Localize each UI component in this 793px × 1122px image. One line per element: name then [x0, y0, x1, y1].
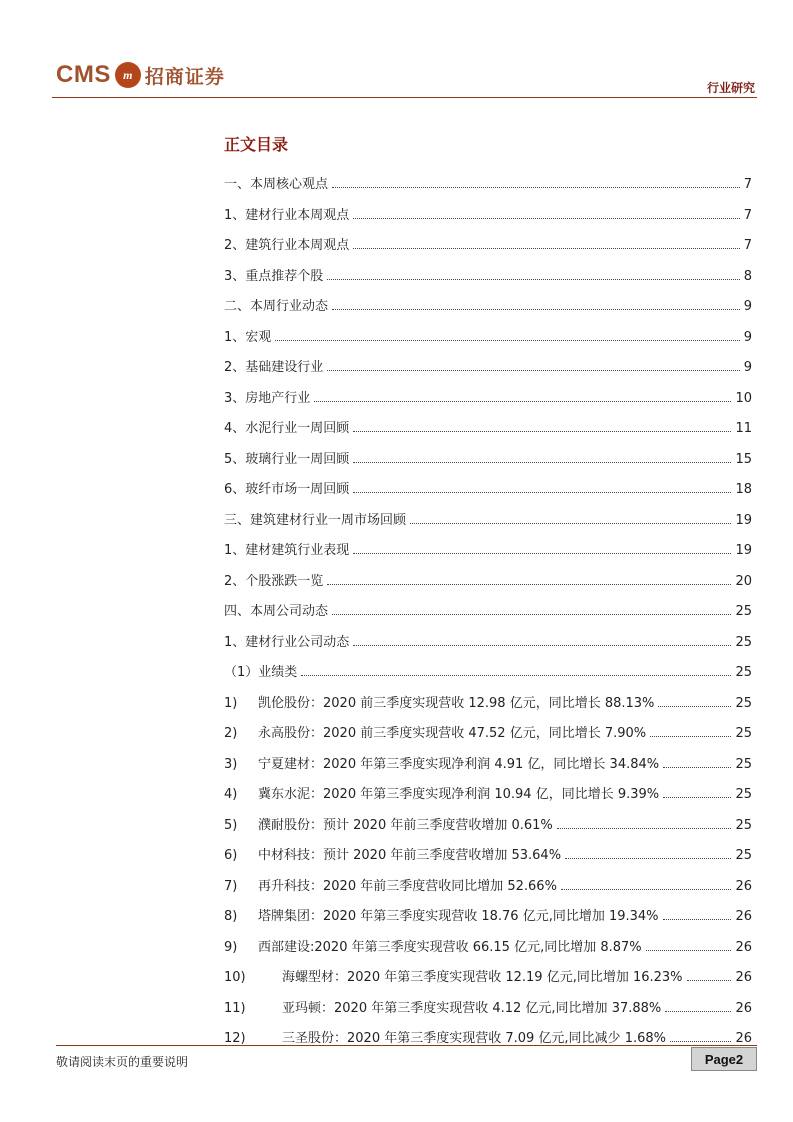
- toc-entry-label: 4、水泥行业一周回顾: [224, 421, 350, 436]
- toc-entry-number: 8): [224, 909, 238, 924]
- toc-dot-leader: [314, 401, 731, 402]
- toc-dot-leader: [353, 218, 739, 219]
- footer-divider: [56, 1045, 757, 1046]
- toc-entry[interactable]: [224, 353, 752, 375]
- toc-entry[interactable]: [224, 811, 752, 833]
- toc-dot-leader: [327, 370, 739, 371]
- toc-entry-label: 1、建材建筑行业表现: [224, 543, 350, 558]
- toc-entry-page: 20: [735, 573, 752, 589]
- toc-entry-number: 5): [224, 817, 238, 833]
- toc-entry-label: 永高股份：2020 前三季度实现营收 47.52 亿元，同比增长 7.90%: [258, 726, 647, 741]
- toc-dot-leader: [332, 309, 740, 310]
- toc-dot-leader: [275, 340, 739, 341]
- toc-entry-label: 亚玛顿：2020 年第三季度实现营收 4.12 亿元,同比增加 37.88%: [282, 1000, 662, 1016]
- toc-dot-leader: [332, 187, 740, 188]
- toc-entry-label: 二、本周行业动态: [224, 299, 329, 314]
- toc-dot-leader: [353, 553, 731, 554]
- toc-entry-page: 9: [743, 360, 752, 375]
- section-label: 行业研究: [706, 81, 755, 95]
- toc-entry-page: 25: [735, 756, 752, 772]
- toc-entry-number: 12): [224, 1031, 246, 1046]
- toc-entry-page: 26: [735, 939, 752, 955]
- toc-entry-label: 1、建材行业本周观点: [224, 207, 350, 223]
- toc-entry-page: 26: [735, 909, 752, 924]
- toc-entry-label: 四、本周公司动态: [224, 604, 329, 619]
- toc-entry-label: 2、建筑行业本周观点: [224, 238, 350, 253]
- toc-entry-label: 再升科技：2020 年前三季度营收同比增加 52.66%: [258, 878, 557, 894]
- toc-entry-label: 3、重点推荐个股: [224, 268, 324, 284]
- toc-dot-leader: [353, 431, 731, 432]
- toc-dot-leader: [301, 675, 731, 676]
- toc-entry-number: 3): [224, 756, 238, 772]
- toc-entry-number: 10): [224, 970, 246, 985]
- toc-entry-page: 19: [735, 512, 752, 528]
- toc-entry-label: 6、玻纤市场一周回顾: [224, 482, 350, 497]
- toc-entry-label: 三、建筑建材行业一周市场回顾: [224, 512, 407, 528]
- toc-dot-leader: [353, 645, 731, 646]
- toc-entry-number: 2): [224, 726, 238, 741]
- toc-entry-page: 25: [735, 726, 752, 741]
- toc-entry[interactable]: [224, 689, 752, 711]
- toc-entry-page: 25: [735, 634, 752, 650]
- toc-entry-label: 5、玻璃行业一周回顾: [224, 451, 350, 467]
- toc-dot-leader: [332, 614, 731, 615]
- toc-entry[interactable]: [224, 231, 752, 253]
- toc-entry-page: 25: [735, 665, 752, 680]
- toc-entry-label: 3、房地产行业: [224, 390, 311, 406]
- toc-entry[interactable]: [224, 750, 752, 772]
- toc-entry-label: 2、基础建设行业: [224, 360, 324, 375]
- toc-entry-page: 10: [735, 390, 752, 406]
- toc-entry[interactable]: [224, 475, 752, 497]
- toc-entry[interactable]: [224, 963, 752, 985]
- toc-entry-page: 25: [735, 817, 752, 833]
- toc-entry[interactable]: [224, 719, 752, 741]
- toc-entry-label: 1、宏观: [224, 329, 272, 345]
- toc-entry-page: 9: [743, 299, 752, 314]
- toc-entry[interactable]: [224, 262, 752, 284]
- toc-entry-page: 25: [735, 787, 752, 802]
- toc-dot-leader: [353, 492, 731, 493]
- toc-entry-number: 6): [224, 848, 238, 863]
- toc-dot-leader: [557, 828, 732, 829]
- toc-dot-leader: [663, 919, 732, 920]
- footer-disclaimer: 敬请阅读末页的重要说明: [56, 1055, 189, 1069]
- toc-entry-label: 1、建材行业公司动态: [224, 634, 350, 650]
- toc-entry-number: 11): [224, 1000, 246, 1016]
- toc-title: 正文目录: [224, 135, 289, 154]
- toc-dot-leader: [670, 1041, 731, 1042]
- toc-entry[interactable]: [224, 414, 752, 436]
- toc-entry-page: 25: [735, 848, 752, 863]
- toc-entry[interactable]: [224, 597, 752, 619]
- toc-dot-leader: [565, 858, 731, 859]
- toc-entry-label: 一、本周核心观点: [224, 177, 329, 192]
- toc-entry-label: （1）业绩类: [224, 665, 298, 680]
- toc-entry-label: 凯伦股份：2020 前三季度实现营收 12.98 亿元，同比增长 88.13%: [258, 695, 655, 711]
- toc-dot-leader: [327, 584, 731, 585]
- toc-entry-page: 9: [743, 329, 752, 345]
- toc-entry-label: 宁夏建材：2020 年第三季度实现净利润 4.91 亿，同比增长 34.84%: [258, 756, 660, 772]
- toc-dot-leader: [687, 980, 732, 981]
- toc-entry-page: 7: [743, 207, 752, 223]
- toc-entry[interactable]: [224, 780, 752, 802]
- toc-entry-number: 4): [224, 787, 238, 802]
- toc-dot-leader: [353, 248, 739, 249]
- toc-dot-leader: [410, 523, 731, 524]
- toc-entry[interactable]: [224, 567, 752, 589]
- toc-entry[interactable]: [224, 384, 752, 406]
- logo-chinese-text: 招商证券: [144, 65, 225, 88]
- toc-dot-leader: [663, 797, 731, 798]
- toc-entry-page: 25: [735, 604, 752, 619]
- toc-entry-page: 18: [735, 482, 752, 497]
- toc-dot-leader: [353, 462, 731, 463]
- toc-entry[interactable]: [224, 902, 752, 924]
- header-divider: [52, 97, 757, 98]
- toc-entry-page: 7: [743, 177, 752, 192]
- toc-entry[interactable]: [224, 933, 752, 955]
- toc-entry-number: 7): [224, 878, 238, 894]
- toc-entry-number: 1): [224, 695, 238, 711]
- page-number-badge: Page2: [691, 1047, 757, 1071]
- toc-entry-page: 26: [735, 1031, 752, 1046]
- toc-entry-label: 冀东水泥：2020 年第三季度实现净利润 10.94 亿，同比增长 9.39%: [258, 787, 660, 802]
- toc-entry[interactable]: [224, 170, 752, 192]
- toc-dot-leader: [650, 736, 731, 737]
- toc-dot-leader: [561, 889, 732, 890]
- toc-dot-leader: [646, 950, 732, 951]
- toc-entry-label: 2、个股涨跌一览: [224, 573, 324, 589]
- toc-entry[interactable]: [224, 292, 752, 314]
- toc-entry-page: 15: [735, 451, 752, 467]
- toc-entry[interactable]: [224, 994, 752, 1016]
- toc-entry-page: 11: [735, 421, 752, 436]
- toc-entry-label: 濮耐股份：预计 2020 年前三季度营收增加 0.61%: [258, 817, 553, 833]
- toc-entry-label: 三圣股份：2020 年第三季度实现营收 7.09 亿元,同比减少 1.68%: [282, 1031, 666, 1046]
- toc-entry[interactable]: [224, 506, 752, 528]
- toc-dot-leader: [665, 1011, 731, 1012]
- toc-dot-leader: [658, 706, 731, 707]
- toc-entry[interactable]: [224, 872, 752, 894]
- toc-entry-label: 塔牌集团：2020 年第三季度实现营收 18.76 亿元,同比增加 19.34%: [258, 909, 659, 924]
- toc-entry[interactable]: [224, 323, 752, 345]
- toc-entry[interactable]: [224, 201, 752, 223]
- toc-entry[interactable]: [224, 445, 752, 467]
- toc-entry-label: 中材科技：预计 2020 年前三季度营收增加 53.64%: [258, 848, 562, 863]
- toc-entry[interactable]: [224, 841, 752, 863]
- logo-mark-icon: m: [115, 62, 141, 88]
- cms-logo: [56, 60, 225, 90]
- toc-entry-page: 26: [735, 970, 752, 985]
- toc-entry[interactable]: [224, 1024, 752, 1046]
- toc-entry[interactable]: [224, 658, 752, 680]
- toc-entry-page: 8: [743, 268, 752, 284]
- page-header: [0, 0, 793, 100]
- toc-entry-number: 9): [224, 939, 238, 955]
- toc-entry-page: 7: [743, 238, 752, 253]
- toc-dot-leader: [327, 279, 739, 280]
- toc-entry-page: 26: [735, 1000, 752, 1016]
- page-footer: [56, 1045, 757, 1075]
- toc-entry[interactable]: [224, 628, 752, 650]
- toc-entry-page: 19: [735, 543, 752, 558]
- toc-entry-page: 26: [735, 878, 752, 894]
- toc-entry-label: 海螺型材：2020 年第三季度实现营收 12.19 亿元,同比增加 16.23%: [282, 970, 683, 985]
- toc-entry-label: 西部建设:2020 年第三季度实现营收 66.15 亿元,同比增加 8.87%: [258, 939, 642, 955]
- toc-entry[interactable]: [224, 536, 752, 558]
- toc-entry-page: 25: [735, 695, 752, 711]
- logo-latin-text: CMS: [56, 61, 111, 88]
- toc-dot-leader: [663, 767, 731, 768]
